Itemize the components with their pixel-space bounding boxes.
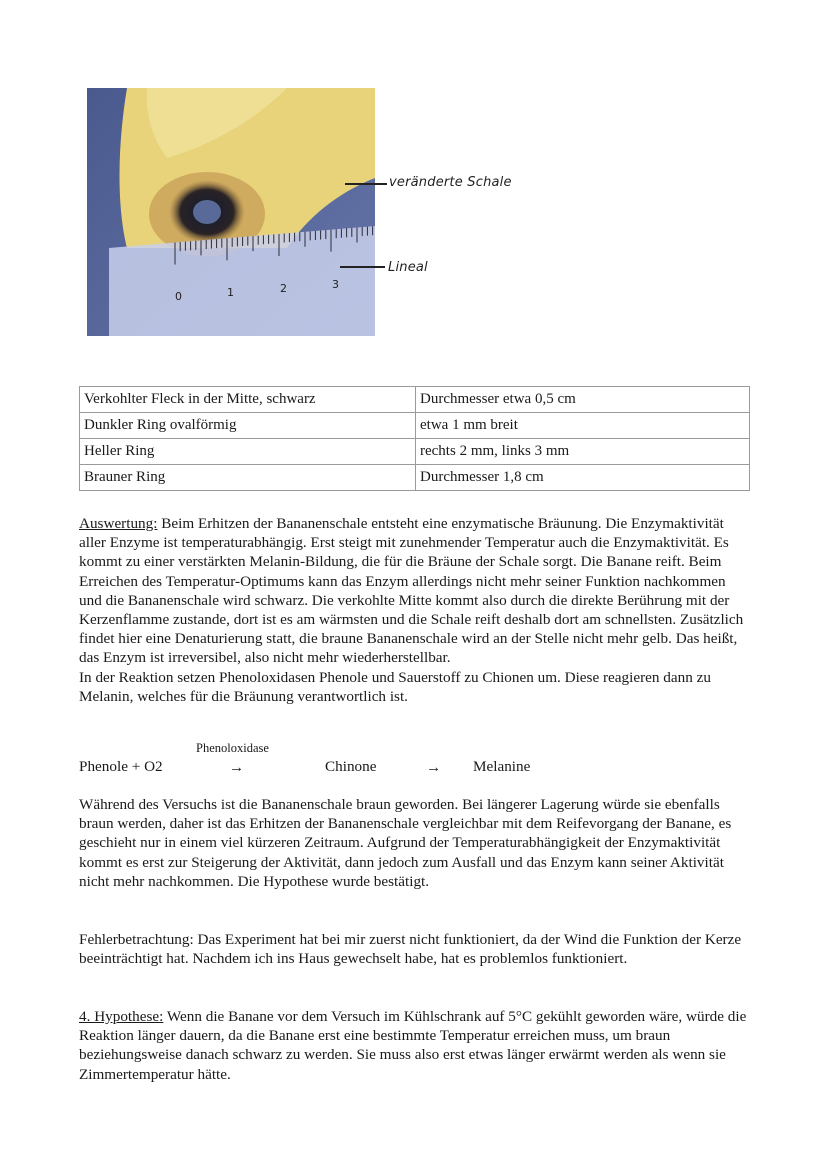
ruler-number-1: 1 xyxy=(227,286,234,299)
auswertung-text: Beim Erhitzen der Bananenschale entsteht eine enzymatische Bräunung. Die Enzymaktivität aller Enzyme ist temperaturabhängig. Erst steigt mit zunehmender Temperatur auch die Enzymaktivität. Es kommt zu einer verstärkten Melanin-Bildung, die für die Bräune der Schale sorgt. Die Banane reift. Beim Erreichen des Temperatur-Optimums kann das Enzym allerdings nicht mehr seiner Funktion nachkommen und die Bananenschale wird schwarz. Die verkohlte Mitte kommt also durch die direkte Berührung mit der Kerzenflamme zustande, dort ist es am wärmsten und die Schale reift deshalb dort am schnellsten. Zusätzlich findet hier eine Denaturierung statt, die braune Bananenschale wird an der Stelle nicht mehr gelb. Das heißt, das Enzym ist irreversibel, also nicht mehr wiederherstellbar. xyxy=(79,515,744,667)
results-table xyxy=(79,386,750,491)
table-cell-value: Durchmesser etwa 0,5 cm xyxy=(416,387,750,413)
table-cell-value: etwa 1 mm breit xyxy=(416,413,750,439)
equation-enzyme: Phenoloxidase xyxy=(196,741,269,755)
auswertung-paragraph xyxy=(79,514,751,706)
equation-arrow-2: → xyxy=(426,759,442,776)
table-row xyxy=(80,439,750,465)
table-cell-value: Durchmesser 1,8 cm xyxy=(416,465,750,491)
hypothese-paragraph xyxy=(79,1007,751,1084)
table-cell-feature: Heller Ring xyxy=(80,439,416,465)
ruler-label: Lineal xyxy=(388,260,428,275)
equation-arrow-1: → xyxy=(229,759,245,776)
equation-product: Melanine xyxy=(473,758,531,775)
table-cell-feature: Dunkler Ring ovalförmig xyxy=(80,413,416,439)
burn-center xyxy=(193,200,221,224)
ruler-number-0: 0 xyxy=(175,290,182,303)
table-cell-value: rechts 2 mm, links 3 mm xyxy=(416,439,750,465)
shell-label: veränderte Schale xyxy=(389,175,512,190)
experiment-photo xyxy=(87,88,375,336)
fehler-paragraph: Fehlerbetrachtung: Das Experiment hat bei mir zuerst nicht funktioniert, da der Wind die Funktion der Kerze beeinträchtigt hat. Nachdem ich ins Haus gewechselt habe, hat es problemlos funktioniert. xyxy=(79,931,742,968)
auswertung-heading: Auswertung: xyxy=(79,515,158,532)
table-cell-feature: Verkohlter Fleck in der Mitte, schwarz xyxy=(80,387,416,413)
equation-reactants: Phenole + O2 xyxy=(79,758,163,775)
table-cell-feature: Brauner Ring xyxy=(80,465,416,491)
hypothese-heading: 4. Hypothese: xyxy=(79,1008,164,1025)
equation-intermediate: Chinone xyxy=(325,758,377,775)
table-row xyxy=(80,465,750,491)
ruler-label-line xyxy=(340,266,385,268)
result-paragraph: Während des Versuchs ist die Bananenschale braun geworden. Bei längerer Lagerung würde sie ebenfalls braun werden, daher ist das Erhitzen der Bananenschale vergleichbar mit dem Reifevorgang der Banane, es geschieht nur in einem viel kürzeren Zeitraum. Aufgrund der Temperaturabhängigkeit der Enzymaktivität kommt es erst zur Steigerung der Aktivität, dann jedoch zum Ausfall und das Enzym kann seiner Aktivität nicht mehr nachkommen. Die Hypothese wurde bestätigt. xyxy=(79,796,732,890)
table-row xyxy=(80,387,750,413)
ruler-number-3: 3 xyxy=(332,278,339,291)
hypothese-text: Wenn die Banane vor dem Versuch im Kühlschrank auf 5°C gekühlt geworden wäre, würde die Reaktion länger dauern, da die Banane erst eine bestimmte Temperatur erreichen muss, um braun beziehungsweise danach schwarz zu werden. Sie muss also erst etwas länger erwärmt werden als wenn sie Zimmertemperatur hätte. xyxy=(79,1008,747,1083)
shell-label-line xyxy=(345,183,387,185)
table-row xyxy=(80,413,750,439)
ruler-number-2: 2 xyxy=(280,282,287,295)
reaction-text: In der Reaktion setzen Phenoloxidasen Phenole und Sauerstoff zu Chionen um. Diese reagieren dann zu Melanin, welches für die Bräunung verantwortlich ist. xyxy=(79,668,711,705)
